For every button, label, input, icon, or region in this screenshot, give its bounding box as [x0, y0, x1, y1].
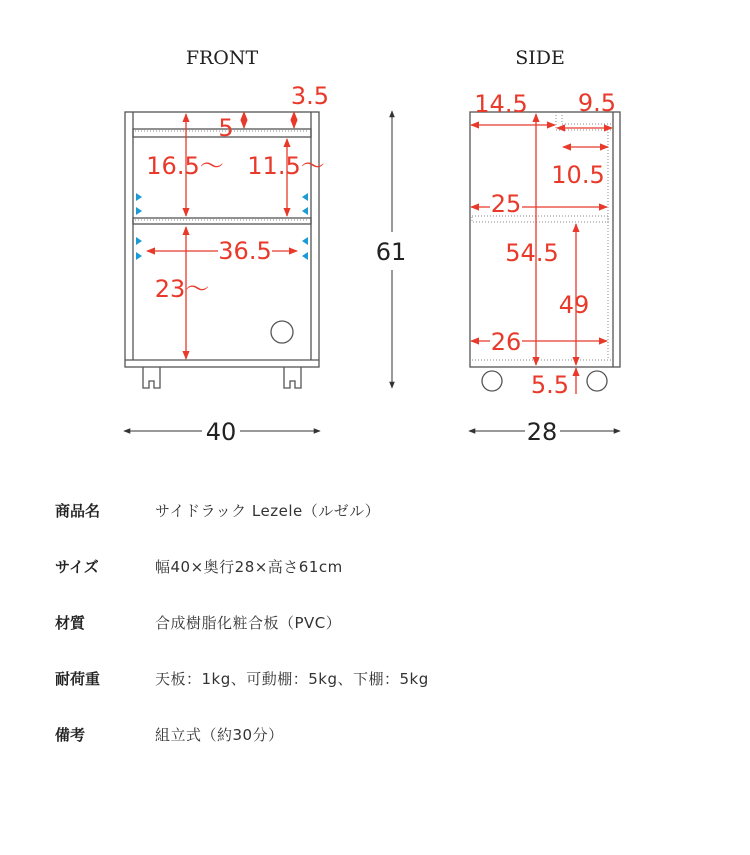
side-dotted-lines [472, 112, 612, 360]
dim-front-inner-width: 36.5 [218, 237, 272, 265]
dim-side-shelf-depth: 25 [490, 190, 522, 218]
dim-side-lower-height: 49 [558, 291, 590, 319]
spec-label: サイズ [55, 558, 99, 576]
dim-height: 61 [375, 238, 407, 266]
spec-value: 合成樹脂化粧合板（PVC） [155, 614, 342, 632]
spec-label: 材質 [55, 614, 86, 632]
spec-value: 組立式（約30分） [155, 726, 284, 744]
dim-front-top-board: 5 [218, 114, 234, 142]
spec-label: 商品名 [55, 502, 101, 520]
dim-front-upper-right: 11.5～ [247, 152, 325, 180]
dim-side-caster: 5.5 [530, 371, 570, 399]
front-dimension-arrows [147, 112, 297, 359]
dim-side-top-right: 9.5 [577, 89, 617, 117]
dim-side-bottom-depth: 26 [490, 328, 522, 356]
spec-label: 耐荷重 [55, 670, 101, 688]
spec-label: 備考 [55, 726, 86, 744]
spec-value: サイドラック Lezele（ルゼル） [155, 502, 381, 520]
dim-front-top-gap: 3.5 [290, 82, 330, 110]
dim-front-lower: 23～ [154, 275, 210, 303]
dim-side-inner-height: 54.5 [505, 239, 559, 267]
spec-row-material [55, 612, 695, 668]
spec-table [55, 500, 695, 780]
dim-side-notch: 10.5 [551, 161, 605, 189]
dim-front-width: 40 [205, 418, 237, 446]
spec-value: 幅40×奥行28×高さ61cm [155, 558, 343, 576]
front-title: FRONT [185, 47, 259, 69]
spec-row-product-name [55, 500, 695, 556]
spec-row-notes [55, 724, 695, 780]
spec-row-load-capacity [55, 668, 695, 724]
dim-side-depth: 28 [526, 418, 558, 446]
spec-row-size [55, 556, 695, 612]
spec-value: 天板：1kg、可動棚：5kg、下棚：5kg [155, 670, 429, 688]
dim-front-upper-left: 16.5～ [146, 152, 224, 180]
dim-side-top-left: 14.5 [474, 90, 528, 118]
side-title: SIDE [515, 47, 565, 69]
